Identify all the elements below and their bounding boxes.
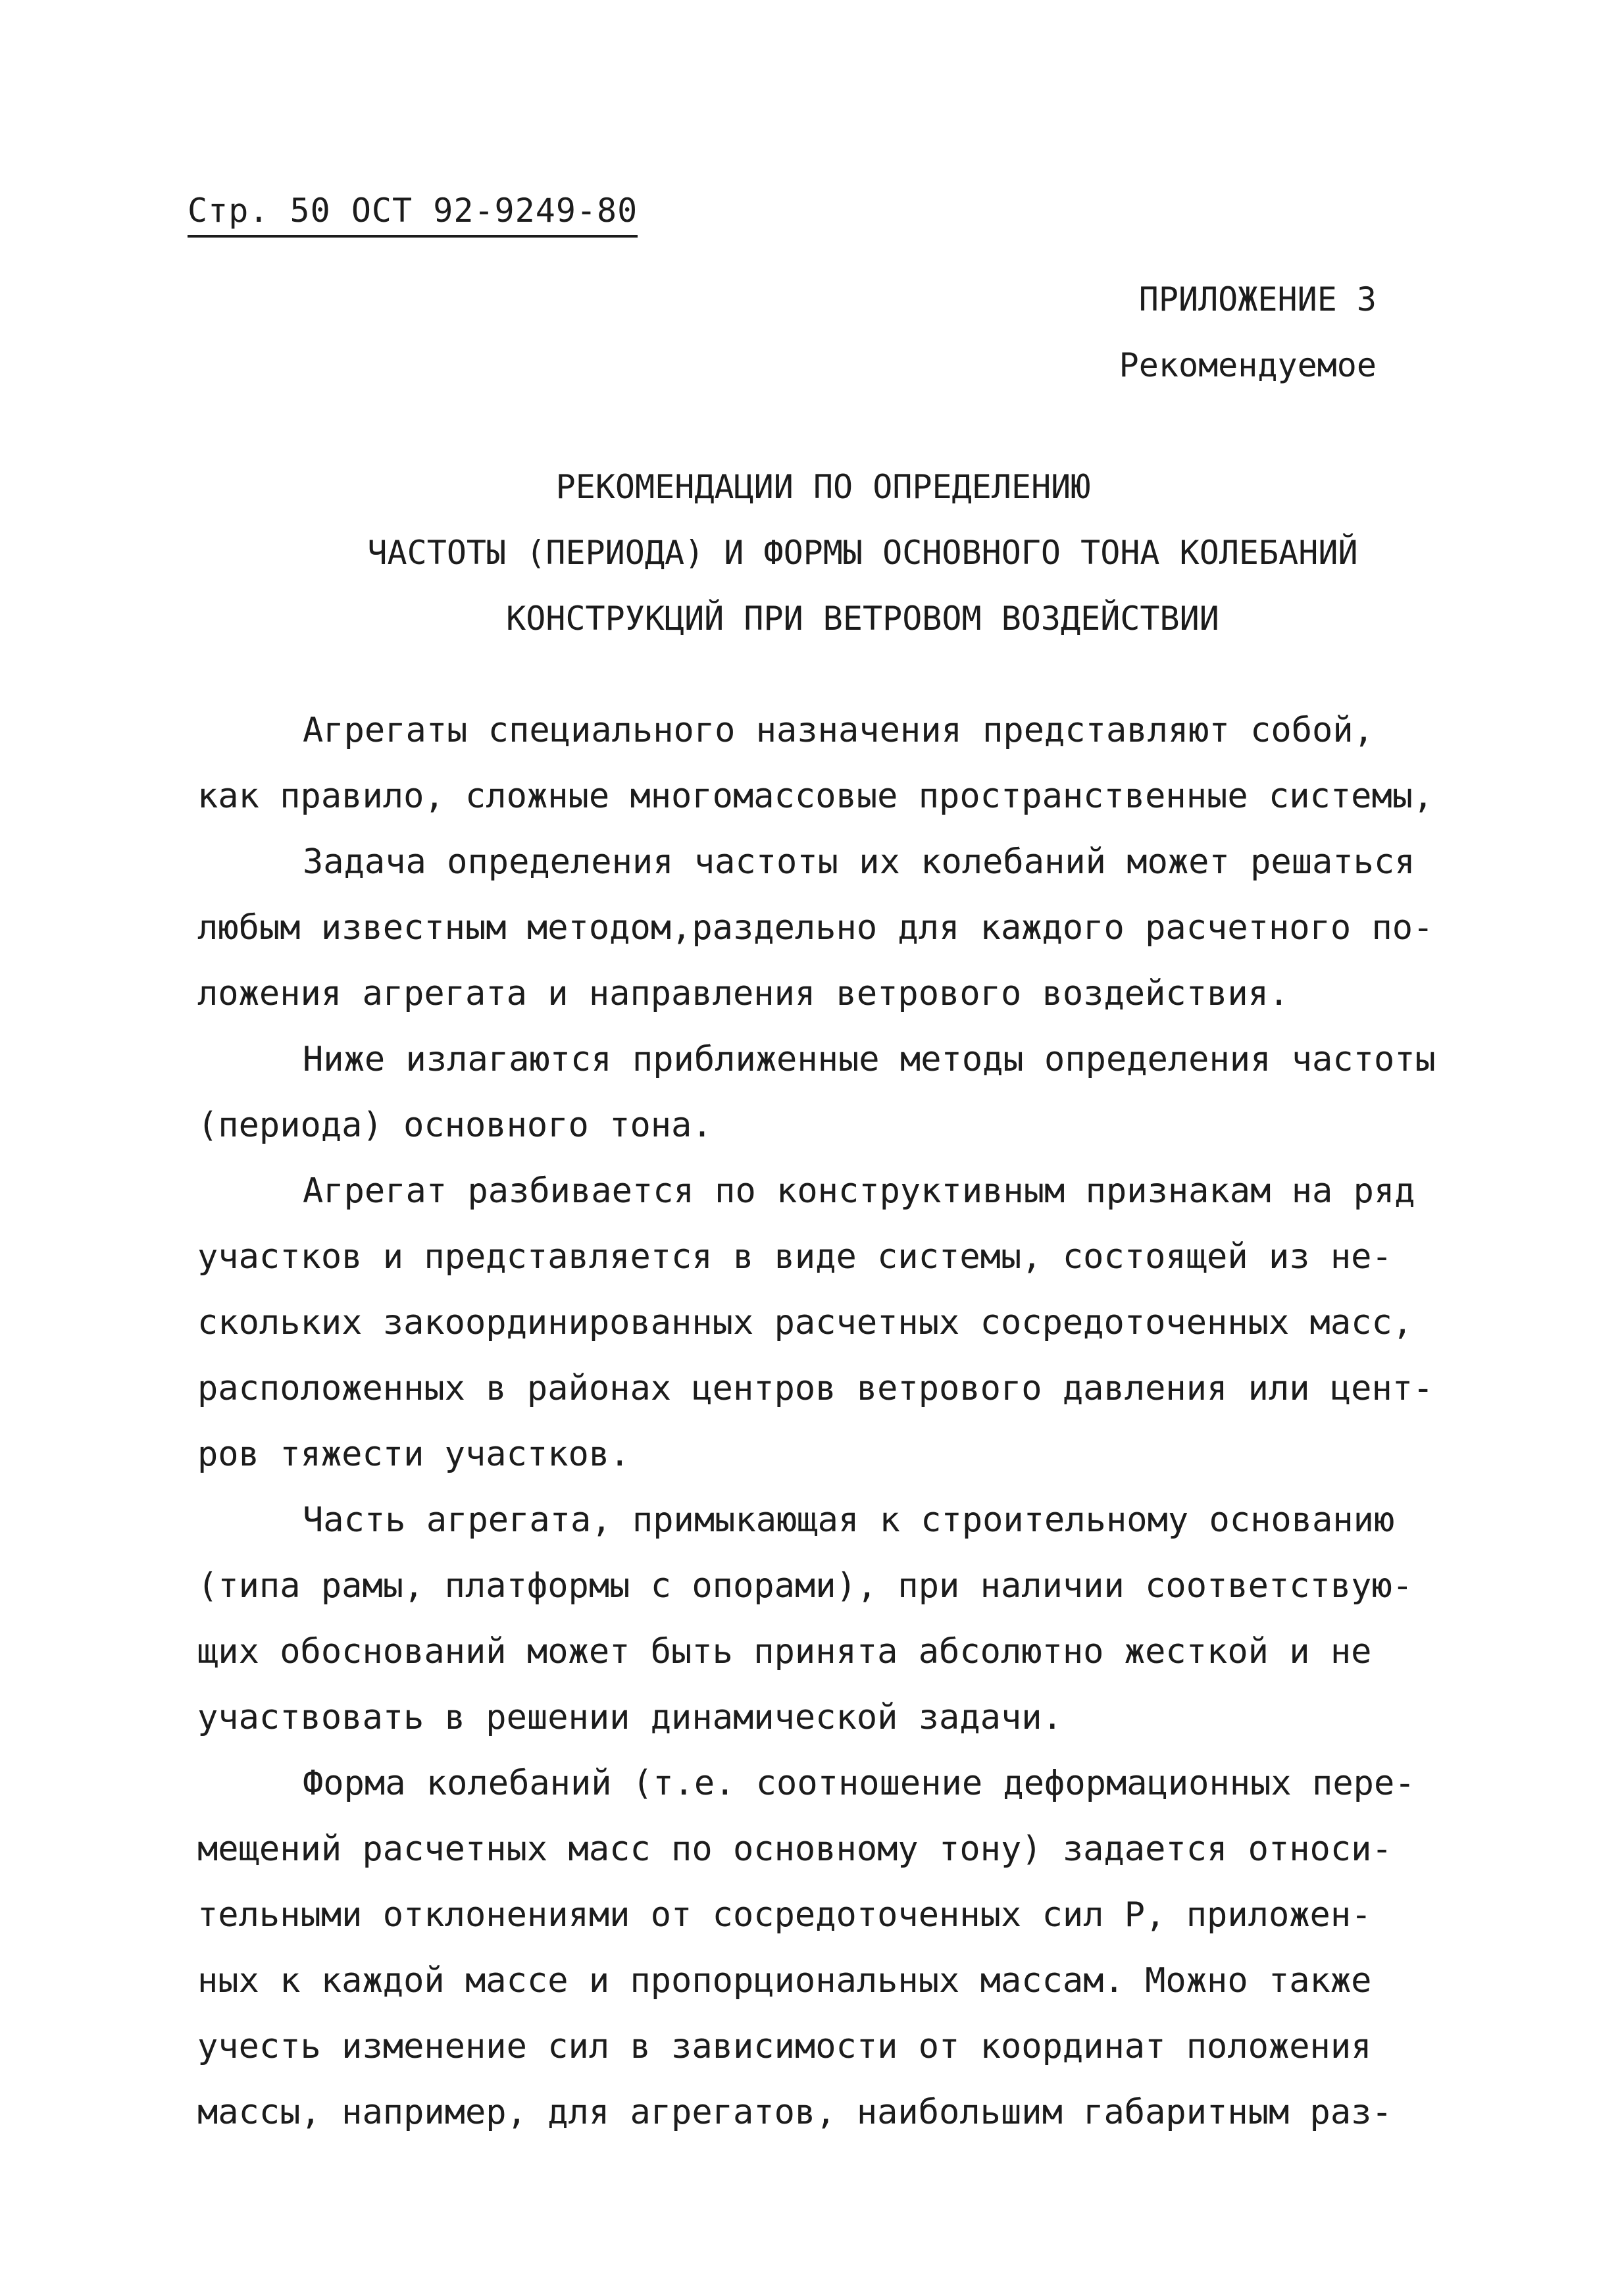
text-line: как правило, сложные многомассовые пространственные системы,	[197, 777, 1434, 816]
text-line: мещений расчетных масс по основному тону) задается относи-	[197, 1829, 1392, 1869]
text-line: скольких закоординированных расчетных сосредоточенных масс,	[197, 1303, 1413, 1342]
text-line: участвовать в решении динамической задачи.	[197, 1698, 1063, 1737]
paragraph-2	[197, 829, 1434, 1027]
text-line: массы, например, для агрегатов, наибольшим габаритным раз-	[197, 2093, 1392, 2132]
text-line: ров тяжести участков.	[197, 1435, 630, 1474]
paragraph-6	[197, 1750, 1434, 2145]
text-line: участков и представляется в виде системы, состоящей из не-	[197, 1237, 1392, 1277]
page-reference: Стр. 50 ОСТ 92-9249-80	[188, 188, 638, 238]
title-line-1: РЕКОМЕНДАЦИИ ПО ОПРЕДЕЛЕНИЮ	[555, 468, 1091, 506]
paragraph-3	[197, 1027, 1434, 1158]
text-line: Часть агрегата, примыкающая к строительному основанию	[303, 1500, 1395, 1540]
text-line: Форма колебаний (т.е. соотношение деформационных пере-	[303, 1764, 1415, 1803]
text-line: (периода) основного тона.	[197, 1106, 713, 1145]
text-line: (типа рамы, платформы с опорами), при наличии соответствую-	[197, 1566, 1413, 1606]
document-title	[0, 454, 1620, 651]
paragraph-1	[197, 698, 1434, 829]
text-line: любым известным методом,раздельно для каждого расчетного по-	[197, 908, 1434, 948]
text-line: Агрегаты специального назначения представляют собой,	[303, 711, 1374, 750]
text-line: щих обоснований может быть принята абсолютно жесткой и не	[197, 1632, 1372, 1671]
title-line-2: ЧАСТОТЫ (ПЕРИОДА) И ФОРМЫ ОСНОВНОГО ТОНА КОЛЕБАНИЙ	[367, 534, 1358, 572]
text-line: Агрегат разбивается по конструктивным признакам на ряд	[303, 1171, 1415, 1211]
appendix-status: Рекомендуемое	[1119, 346, 1377, 384]
appendix-title: ПРИЛОЖЕНИЕ 3	[1138, 280, 1377, 319]
text-line: ложения агрегата и направления ветрового воздействия.	[197, 974, 1290, 1013]
text-line: расположенных в районах центров ветрового давления или цент-	[197, 1369, 1434, 1408]
text-line: ных к каждой массе и пропорциональных массам. Можно также	[197, 1961, 1372, 2001]
text-line: тельными отклонениями от сосредоточенных сил P, приложен-	[197, 1895, 1372, 1935]
paragraph-5	[197, 1487, 1434, 1750]
body-text	[197, 698, 1434, 2145]
title-line-3: КОНСТРУКЦИЙ ПРИ ВЕТРОВОМ ВОЗДЕЙСТВИИ	[506, 600, 1219, 638]
text-line: Ниже излагаются приближенные методы определения частоты	[303, 1040, 1436, 1079]
paragraph-4	[197, 1158, 1434, 1487]
text-line: учесть изменение сил в зависимости от координат положения	[197, 2027, 1372, 2066]
text-line: Задача определения частоты их колебаний может решаться	[303, 842, 1415, 882]
